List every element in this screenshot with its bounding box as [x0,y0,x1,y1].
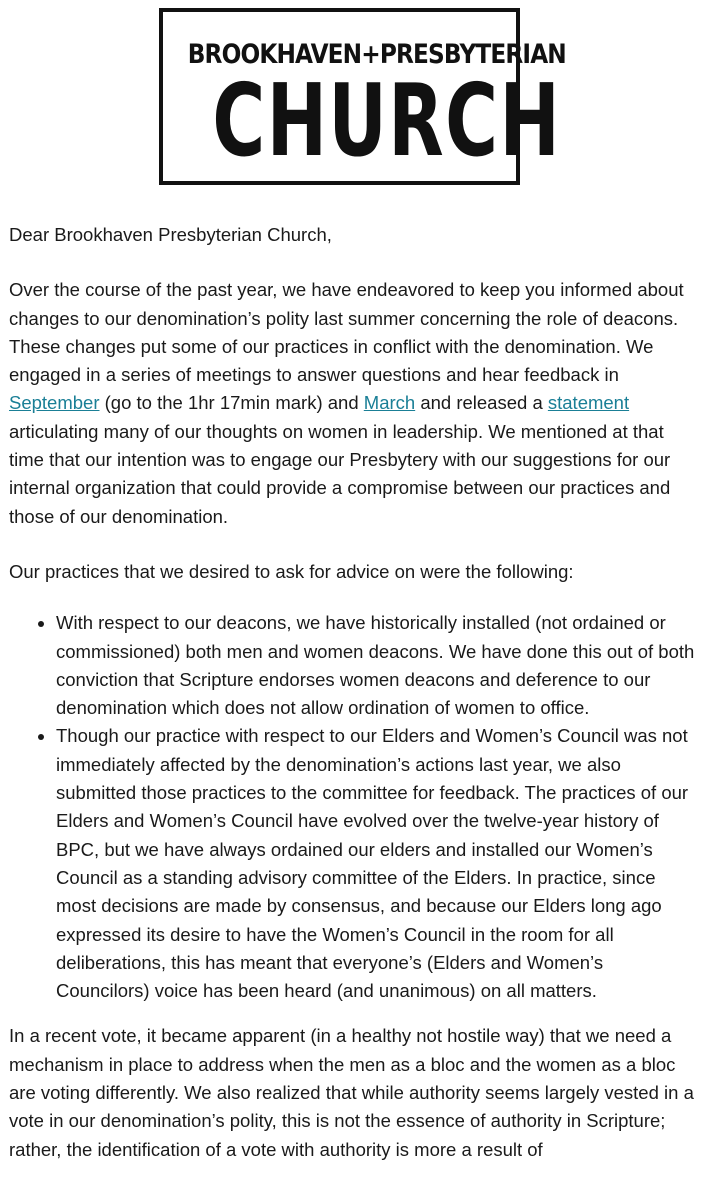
letter-body [9,221,696,1191]
september-link[interactable]: September [9,392,100,414]
paragraph-recent-vote: In a recent vote, it became apparent (in a healthy not hostile way) that we need a mechanism in place to address when the men as a bloc and the women as a bloc are voting differently. We also realized that while authority seems largely vested in a vote in our denomination’s polity, this is not the essence of authority in Scripture; rather, the identification of a vote with authority is more a result of [9,1025,694,1160]
statement-link[interactable]: statement [547,392,630,414]
paragraph-intro [9,276,696,531]
practices-list [9,609,696,1005]
list-item-deacons: With respect to our deacons, we have historically installed (not ordained or commissioned) both men and women deacons. We have done this out of both conviction that Scripture endorses women deacons and deference to our denomination which does not allow ordination of women to office. [56,609,696,722]
paragraph-text: Over the course of the past year, we have endeavored to keep you informed about changes to our denomination’s polity last summer concerning the role of deacons. These changes put some of our practices in conflict with the denomination. We engaged in a series of meetings to answer questions and hear feedback in [9,279,684,386]
paragraph-text: (go to the 1hr 17min mark) and [99,392,364,414]
logo-church-word: CHURCH [212,62,562,179]
list-item-elders: Though our practice with respect to our Elders and Women’s Council was not immediately affected by the denomination’s actions last year, we also submitted those practices to the committee for feedback. The practices of our Elders and Women’s Council have evolved over the twelve-year history of BPC, but we have always ordained our elders and installed our Women’s Council as a standing advisory committee of the Elders. In practice, since most decisions are made by consensus, and because our Elders long ago expressed its desire to have the Women’s Council in the room for all deliberations, this has meant that everyone’s (Elders and Women’s Councilors) voice has been heard (and unanimous) on all matters. [56,722,696,1005]
salutation: Dear Brookhaven Presbyterian Church, [9,224,332,245]
church-logo [159,8,566,185]
logo-church-name: BROOKHAVEN+PRESBYTERIAN [187,39,566,70]
paragraph-practices-intro: Our practices that we desired to ask for advice on were the following: [9,560,574,582]
paragraph-text: and released a [415,392,548,414]
paragraph-text: articulating many of our thoughts on women in leadership. We mentioned at that time that our intention was to engage our Presbytery with our suggestions for our internal organization that could provide a compromise between our practices and those of our denomination. [9,420,671,527]
march-link[interactable]: March [363,392,416,414]
